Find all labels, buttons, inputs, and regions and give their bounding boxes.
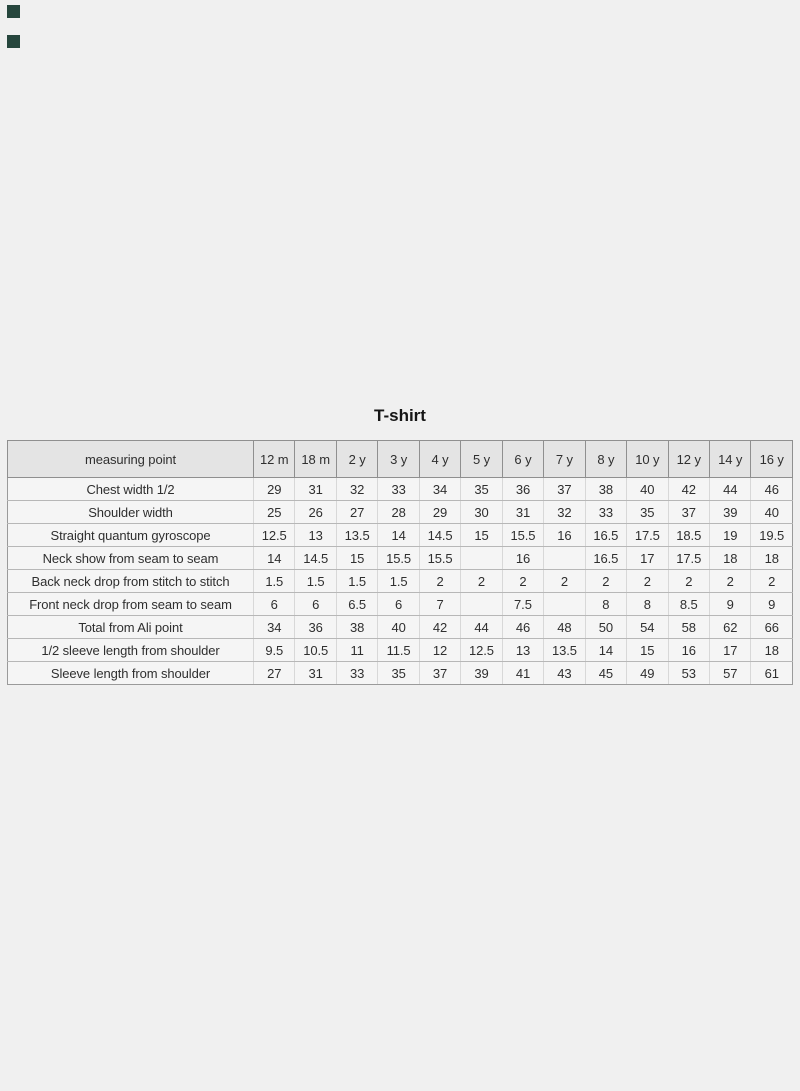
size-value-cell [544, 547, 585, 570]
size-value-cell: 37 [419, 662, 460, 685]
size-value-cell: 6 [378, 593, 419, 616]
size-value-cell: 15 [336, 547, 377, 570]
row-label: Sleeve length from shoulder [8, 662, 254, 685]
size-value-cell: 7.5 [502, 593, 543, 616]
size-value-cell: 35 [461, 478, 502, 501]
size-column-header: 5 y [461, 441, 502, 478]
size-value-cell: 2 [585, 570, 626, 593]
size-value-cell: 16 [502, 547, 543, 570]
size-value-cell [544, 593, 585, 616]
size-value-cell: 45 [585, 662, 626, 685]
size-value-cell: 1.5 [254, 570, 295, 593]
size-value-cell: 15 [461, 524, 502, 547]
size-value-cell: 48 [544, 616, 585, 639]
size-table-head [8, 441, 793, 478]
row-label: Front neck drop from seam to seam [8, 593, 254, 616]
row-label: Straight quantum gyroscope [8, 524, 254, 547]
size-value-cell: 1.5 [295, 570, 336, 593]
size-column-header: 7 y [544, 441, 585, 478]
size-value-cell: 46 [751, 478, 793, 501]
size-value-cell: 37 [544, 478, 585, 501]
size-value-cell: 13.5 [336, 524, 377, 547]
size-value-cell: 12.5 [461, 639, 502, 662]
size-value-cell: 10.5 [295, 639, 336, 662]
size-value-cell: 2 [502, 570, 543, 593]
size-value-cell: 18 [751, 639, 793, 662]
size-value-cell: 57 [709, 662, 750, 685]
size-value-cell: 41 [502, 662, 543, 685]
size-value-cell: 36 [295, 616, 336, 639]
size-value-cell: 11 [336, 639, 377, 662]
size-value-cell: 15.5 [378, 547, 419, 570]
row-label: Chest width 1/2 [8, 478, 254, 501]
size-value-cell: 13 [295, 524, 336, 547]
size-value-cell: 29 [419, 501, 460, 524]
size-value-cell: 1.5 [378, 570, 419, 593]
size-value-cell: 46 [502, 616, 543, 639]
table-row [8, 639, 793, 662]
size-value-cell: 28 [378, 501, 419, 524]
row-label: Back neck drop from stitch to stitch [8, 570, 254, 593]
size-value-cell: 6.5 [336, 593, 377, 616]
size-value-cell: 2 [419, 570, 460, 593]
size-value-cell: 2 [627, 570, 668, 593]
size-value-cell: 33 [585, 501, 626, 524]
size-value-cell: 39 [461, 662, 502, 685]
table-row [8, 662, 793, 685]
size-value-cell: 31 [295, 662, 336, 685]
row-label: 1/2 sleeve length from shoulder [8, 639, 254, 662]
size-value-cell: 50 [585, 616, 626, 639]
size-value-cell: 15 [627, 639, 668, 662]
size-column-header: 6 y [502, 441, 543, 478]
size-value-cell: 43 [544, 662, 585, 685]
size-value-cell: 16 [668, 639, 709, 662]
size-value-cell: 14 [254, 547, 295, 570]
size-value-cell: 18 [751, 547, 793, 570]
size-value-cell: 8 [585, 593, 626, 616]
row-label: Neck show from seam to seam [8, 547, 254, 570]
size-value-cell: 42 [419, 616, 460, 639]
size-column-header: 14 y [709, 441, 750, 478]
size-value-cell: 11.5 [378, 639, 419, 662]
table-row [8, 570, 793, 593]
size-value-cell: 12.5 [254, 524, 295, 547]
size-column-header: 18 m [295, 441, 336, 478]
size-value-cell: 36 [502, 478, 543, 501]
size-column-header: 16 y [751, 441, 793, 478]
size-value-cell: 29 [254, 478, 295, 501]
size-value-cell [461, 593, 502, 616]
size-value-cell: 17.5 [668, 547, 709, 570]
size-value-cell: 61 [751, 662, 793, 685]
product-swatch-2[interactable] [7, 35, 20, 48]
size-value-cell: 53 [668, 662, 709, 685]
size-value-cell: 27 [254, 662, 295, 685]
size-value-cell: 14.5 [295, 547, 336, 570]
row-label: Total from Ali point [8, 616, 254, 639]
size-value-cell: 18.5 [668, 524, 709, 547]
size-value-cell: 32 [336, 478, 377, 501]
table-row [8, 616, 793, 639]
size-value-cell: 40 [751, 501, 793, 524]
size-value-cell: 13.5 [544, 639, 585, 662]
size-value-cell: 49 [627, 662, 668, 685]
size-value-cell: 40 [627, 478, 668, 501]
size-value-cell: 14.5 [419, 524, 460, 547]
size-value-cell: 6 [295, 593, 336, 616]
size-column-header: 3 y [378, 441, 419, 478]
size-value-cell: 44 [709, 478, 750, 501]
table-row [8, 547, 793, 570]
size-table-body [8, 478, 793, 685]
size-value-cell: 66 [751, 616, 793, 639]
size-value-cell: 44 [461, 616, 502, 639]
size-value-cell: 17 [627, 547, 668, 570]
size-column-header: 12 m [254, 441, 295, 478]
size-value-cell: 14 [378, 524, 419, 547]
size-value-cell: 1.5 [336, 570, 377, 593]
size-value-cell [461, 547, 502, 570]
size-value-cell: 9 [709, 593, 750, 616]
size-value-cell: 18 [709, 547, 750, 570]
size-column-header: 10 y [627, 441, 668, 478]
size-value-cell: 15.5 [419, 547, 460, 570]
product-swatch-1[interactable] [7, 5, 20, 18]
size-value-cell: 2 [668, 570, 709, 593]
size-value-cell: 9.5 [254, 639, 295, 662]
size-value-cell: 32 [544, 501, 585, 524]
table-row [8, 593, 793, 616]
measuring-point-header: measuring point [8, 441, 254, 478]
size-value-cell: 16 [544, 524, 585, 547]
size-value-cell: 8.5 [668, 593, 709, 616]
size-chart-title: T-shirt [374, 406, 426, 425]
size-value-cell: 39 [709, 501, 750, 524]
size-value-cell: 2 [709, 570, 750, 593]
table-row [8, 478, 793, 501]
size-value-cell: 25 [254, 501, 295, 524]
size-column-header: 2 y [336, 441, 377, 478]
size-value-cell: 8 [627, 593, 668, 616]
size-value-cell: 26 [295, 501, 336, 524]
size-value-cell: 9 [751, 593, 793, 616]
size-value-cell: 31 [295, 478, 336, 501]
size-value-cell: 17.5 [627, 524, 668, 547]
size-value-cell: 38 [336, 616, 377, 639]
size-value-cell: 34 [254, 616, 295, 639]
size-value-cell: 19.5 [751, 524, 793, 547]
size-value-cell: 35 [378, 662, 419, 685]
size-value-cell: 17 [709, 639, 750, 662]
size-value-cell: 30 [461, 501, 502, 524]
size-value-cell: 2 [751, 570, 793, 593]
size-value-cell: 35 [627, 501, 668, 524]
size-value-cell: 16.5 [585, 547, 626, 570]
header-row [8, 441, 793, 478]
size-column-header: 8 y [585, 441, 626, 478]
size-value-cell: 40 [378, 616, 419, 639]
size-value-cell: 34 [419, 478, 460, 501]
size-column-header: 12 y [668, 441, 709, 478]
size-value-cell: 2 [544, 570, 585, 593]
table-row [8, 501, 793, 524]
size-value-cell: 38 [585, 478, 626, 501]
size-table [7, 440, 793, 685]
size-value-cell: 62 [709, 616, 750, 639]
size-value-cell: 54 [627, 616, 668, 639]
size-value-cell: 19 [709, 524, 750, 547]
row-label: Shoulder width [8, 501, 254, 524]
size-value-cell: 14 [585, 639, 626, 662]
size-value-cell: 16.5 [585, 524, 626, 547]
size-value-cell: 37 [668, 501, 709, 524]
size-value-cell: 33 [378, 478, 419, 501]
size-value-cell: 15.5 [502, 524, 543, 547]
table-row [8, 524, 793, 547]
size-value-cell: 27 [336, 501, 377, 524]
size-value-cell: 58 [668, 616, 709, 639]
size-value-cell: 13 [502, 639, 543, 662]
size-value-cell: 42 [668, 478, 709, 501]
size-value-cell: 7 [419, 593, 460, 616]
size-value-cell: 2 [461, 570, 502, 593]
size-value-cell: 6 [254, 593, 295, 616]
size-value-cell: 33 [336, 662, 377, 685]
size-value-cell: 12 [419, 639, 460, 662]
size-column-header: 4 y [419, 441, 460, 478]
size-value-cell: 31 [502, 501, 543, 524]
